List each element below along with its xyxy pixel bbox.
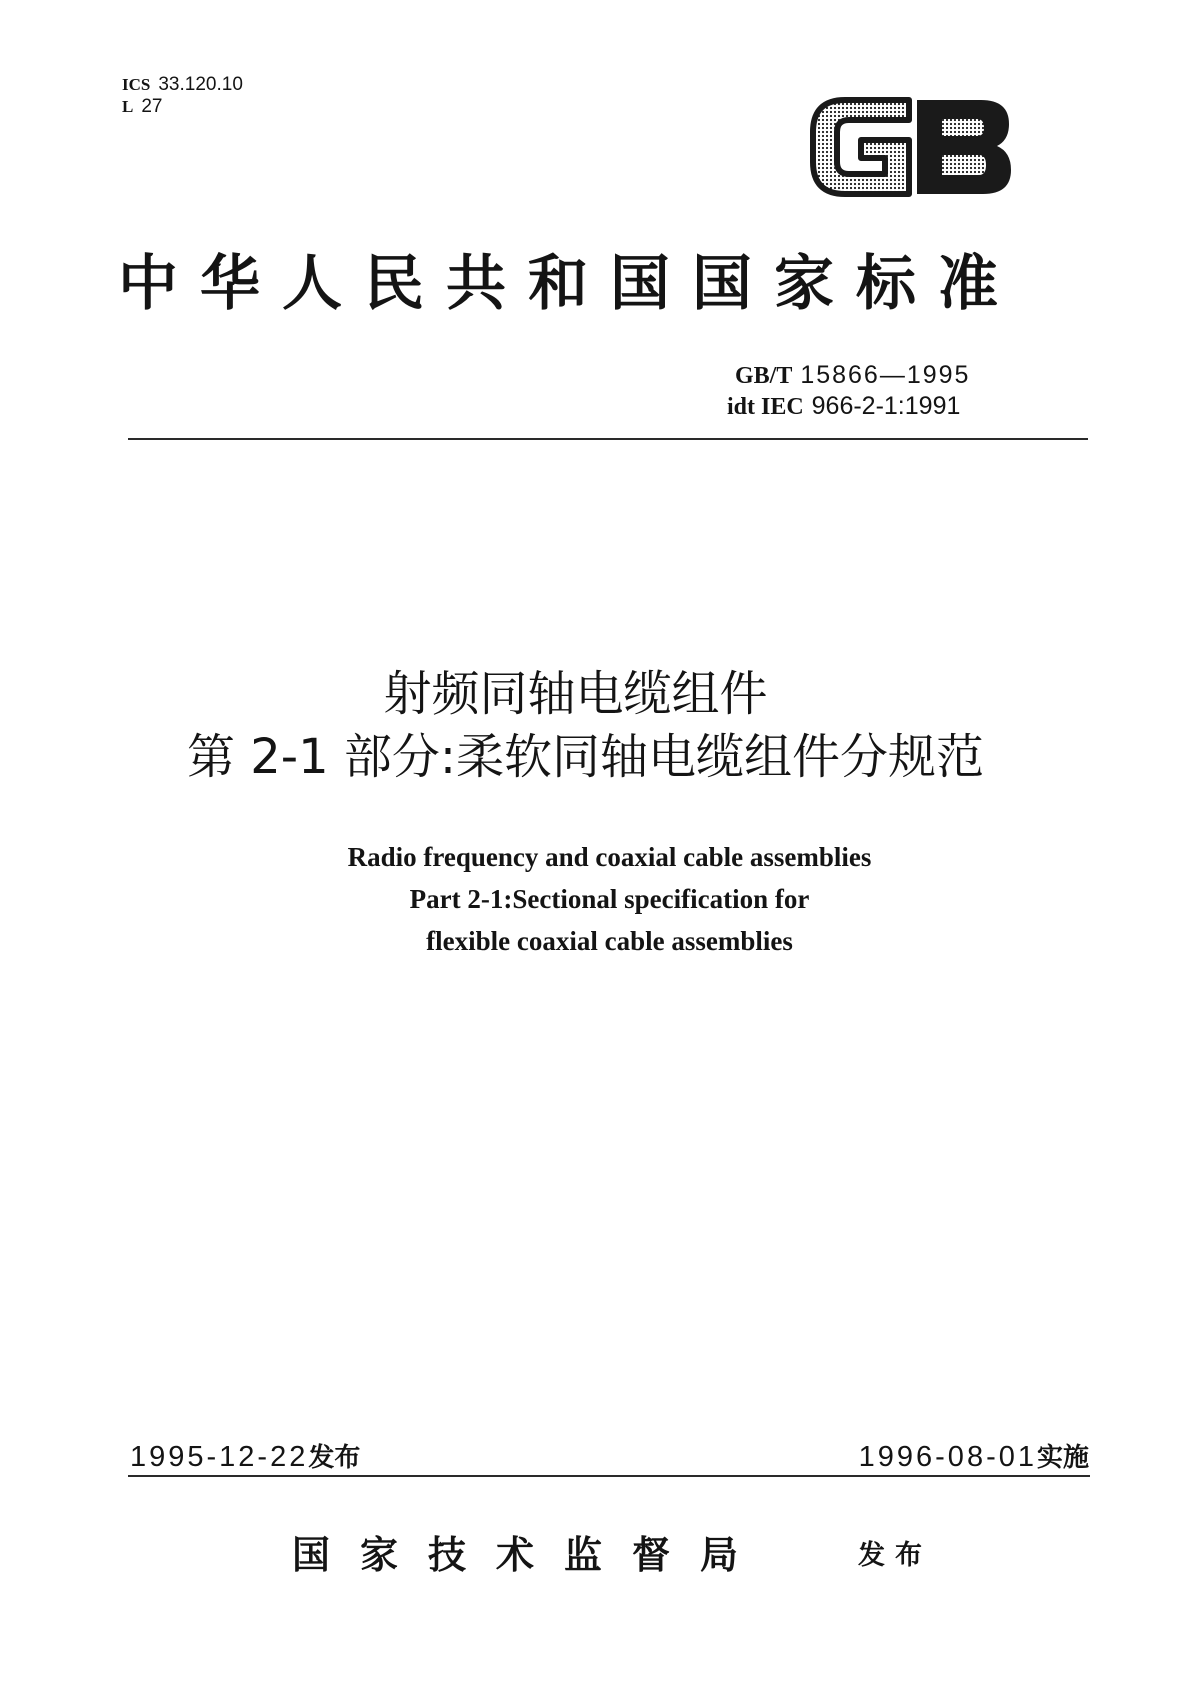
publisher-action: 发布 — [858, 1540, 932, 1571]
implementation-date — [859, 1437, 1089, 1474]
title-cn-line2: 第 2-1 部分:柔软同轴电缆组件分规范 — [186, 729, 985, 785]
header-divider — [128, 438, 1088, 440]
l-code: 27 — [141, 96, 163, 117]
gb-logo-icon — [805, 90, 1017, 202]
gb-label: GB/T — [735, 363, 793, 389]
publisher-name: 国家技术监督局 — [292, 1532, 769, 1577]
ics-row — [122, 74, 243, 96]
title-en-line2: Part 2-1:Sectional specification for — [409, 884, 810, 914]
standard-number-block — [727, 360, 971, 422]
gb-number-row — [735, 360, 970, 391]
idt-label: idt IEC — [727, 394, 804, 420]
issue-date-suffix: 发布 — [308, 1443, 361, 1473]
impl-date-suffix: 实施 — [1036, 1443, 1089, 1473]
title-cn-line1: 射频同轴电缆组件 — [383, 666, 768, 722]
ics-code: 33.120.10 — [158, 74, 243, 95]
classification-codes — [122, 74, 243, 118]
l-row — [122, 96, 243, 118]
idt-row — [727, 391, 970, 422]
national-standard-title: 中华人民共和国国家标准 — [118, 249, 1020, 319]
footer-divider — [128, 1475, 1090, 1477]
issue-date — [130, 1437, 360, 1474]
gb-number: 15866—1995 — [800, 361, 971, 389]
ics-label: ICS — [122, 75, 151, 94]
idt-number: 966-2-1:1991 — [811, 392, 961, 420]
title-en-line1: Radio frequency and coaxial cable assemblies — [347, 842, 872, 872]
title-en-line3: flexible coaxial cable assemblies — [426, 926, 793, 956]
impl-date-value: 1996-08-01 — [858, 1441, 1037, 1473]
issue-date-value: 1995-12-22 — [130, 1441, 309, 1473]
l-label: L — [122, 97, 134, 116]
